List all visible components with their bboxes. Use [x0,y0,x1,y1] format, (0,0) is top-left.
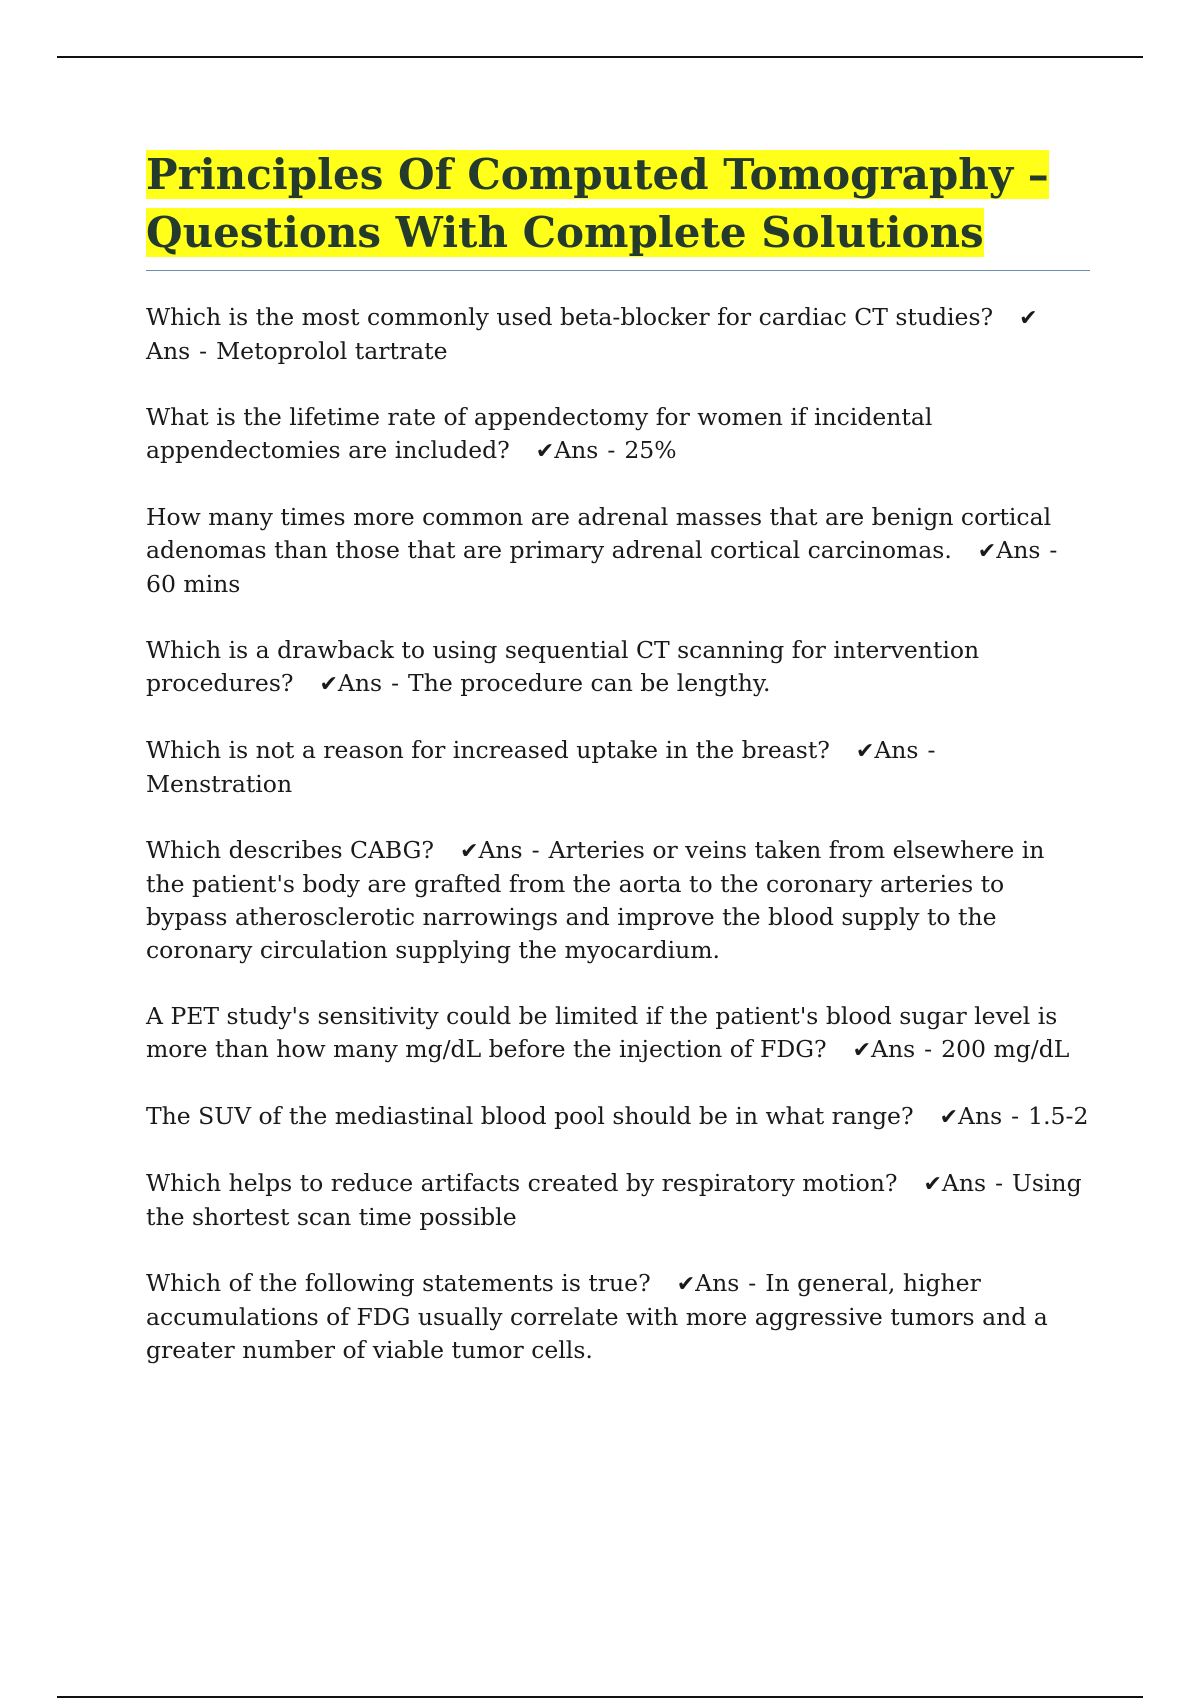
answer-label: Ans [874,736,919,764]
answer-separator: - [1049,536,1058,564]
checkmark-icon: ✔ [939,1105,958,1130]
answer-separator: - [391,669,400,697]
qa-item [146,634,1090,701]
answer-text: 1.5-2 [1028,1102,1089,1130]
qa-item [146,1267,1090,1367]
qa-item [146,1000,1090,1067]
checkmark-icon: ✔ [460,839,479,864]
title-block [146,146,1090,271]
answer-label: Ans [337,669,383,697]
answer-text: 60 mins [146,570,241,598]
qa-list [146,301,1090,1367]
checkmark-icon: ✔ [923,1172,942,1197]
qa-item [146,301,1090,368]
answer-text: 25% [624,436,677,464]
question-text: Which helps to reduce artifacts created by respiratory motion? [146,1169,898,1197]
checkmark-icon: ✔ [977,539,997,564]
checkmark-icon: ✔ [535,439,555,464]
question-text: Which is not a reason for increased uptake in the breast? [146,736,830,764]
answer-text: 200 mg/dL [941,1035,1070,1063]
question-text: Which describes CABG? [146,836,435,864]
answer-separator: - [995,1169,1004,1197]
question-text: A PET study's sensitivity could be limited if the patient's blood sugar level is more than how many mg/dL before the injection of FDG? [146,1002,1058,1063]
title-line-1: Principles Of Computed Tomography – [146,150,1049,199]
answer-label: Ans [695,1269,740,1297]
answer-text: Using the shortest scan time possible [146,1169,1082,1231]
answer-label: Ans [554,436,599,464]
answer-label: Ans [996,536,1041,564]
qa-item [146,501,1090,601]
checkmark-icon: ✔ [855,739,875,764]
checkmark-icon: ✔ [319,672,338,697]
checkmark-icon: ✔ [1019,306,1038,331]
answer-text: In general, higher accumulations of FDG usually correlate with more aggressive tumors and a greater number of viable tumor cells. [146,1269,1048,1364]
checkmark-icon: ✔ [676,1272,696,1297]
answer-text: Metoprolol tartrate [216,337,448,365]
question-text: Which of the following statements is true? [146,1269,651,1297]
answer-label: Ans [958,1102,1003,1130]
document-title [146,146,1090,262]
answer-label: Ans [871,1035,916,1063]
question-text: The SUV of the mediastinal blood pool should be in what range? [146,1102,914,1130]
question-text: Which is the most commonly used beta-blocker for cardiac CT studies? [146,303,994,331]
header-rule [57,56,1143,58]
answer-label: Ans [941,1169,987,1197]
checkmark-icon: ✔ [852,1038,871,1063]
answer-label: Ans [478,836,523,864]
answer-label: Ans [146,337,191,365]
answer-separator: - [748,1269,757,1297]
question-text: Which is a drawback to using sequential CT scanning for intervention procedures? [146,636,980,697]
answer-text: Arteries or veins taken from elsewhere in the patient's body are grafted from the aorta to the coronary arteries to bypass atherosclerotic narrowings and improve the blood supply to the coronary circulation supplying the myocardium. [146,836,1045,964]
qa-item [146,1100,1090,1134]
qa-item [146,734,1090,801]
footer-rule [57,1696,1143,1698]
answer-separator: - [199,337,208,365]
title-line-2: Questions With Complete Solutions [146,208,984,257]
answer-text: The procedure can be lengthy. [408,669,771,697]
answer-separator: - [924,1035,933,1063]
question-text: What is the lifetime rate of appendectomy for women if incidental appendectomies are included? [146,403,933,464]
document-body [146,146,1090,1400]
answer-text: Menstration [146,770,293,798]
question-text: How many times more common are adrenal masses that are benign cortical adenomas than those that are primary adrenal cortical carcinomas. [146,503,1052,564]
qa-item [146,401,1090,468]
answer-separator: - [607,436,616,464]
answer-separator: - [927,736,936,764]
qa-item [146,834,1090,967]
answer-separator: - [1011,1102,1020,1130]
qa-item [146,1167,1090,1234]
answer-separator: - [531,836,540,864]
